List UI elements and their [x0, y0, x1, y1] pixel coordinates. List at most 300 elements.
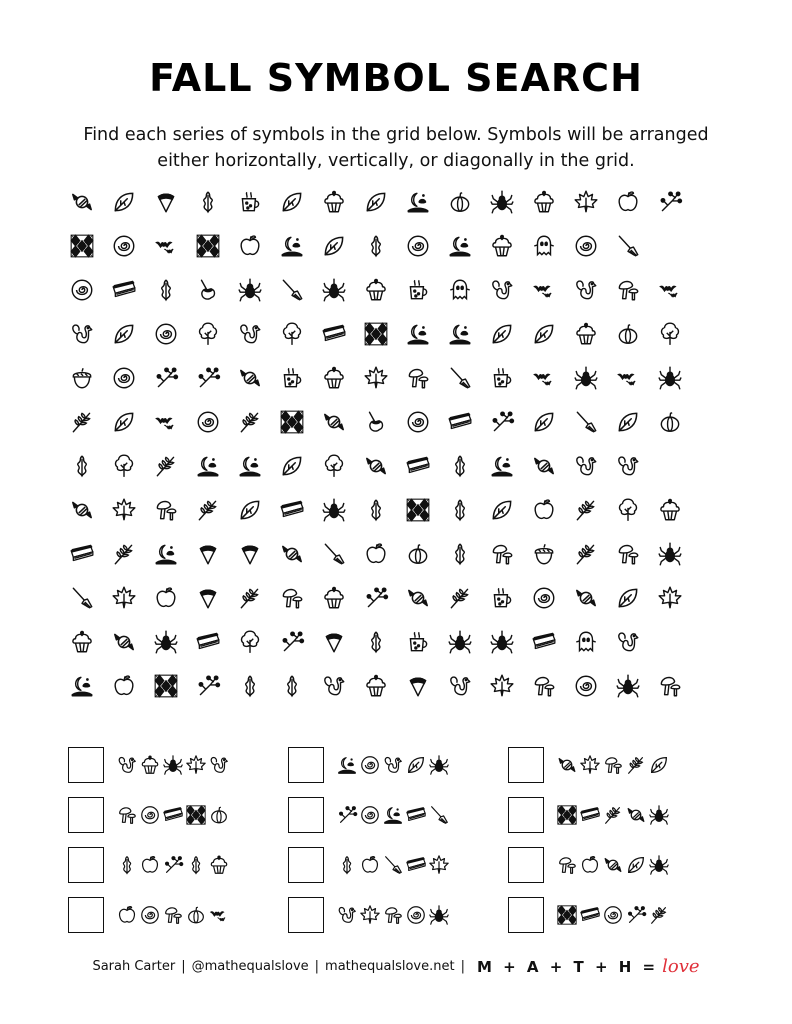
grid-cell	[691, 268, 733, 312]
symbol-sequence	[336, 904, 450, 926]
squirrel-icon	[69, 321, 95, 347]
pie-icon	[405, 854, 427, 876]
mug-icon	[405, 629, 431, 655]
footer-separator: |	[181, 959, 186, 974]
grid-cell	[271, 312, 313, 356]
grid-cell	[565, 576, 607, 620]
mushroom-icon	[162, 904, 184, 926]
argyle-icon	[556, 904, 578, 926]
grid-cell	[397, 180, 439, 224]
candy-icon	[531, 453, 557, 479]
footer-brand: M + A + T + H =	[476, 957, 659, 976]
apple-icon	[237, 233, 263, 259]
grid-cell	[397, 312, 439, 356]
grid-cell	[187, 664, 229, 708]
candy-icon	[321, 409, 347, 435]
grid-cell	[523, 532, 565, 576]
grid-cell	[271, 620, 313, 664]
broom-icon	[573, 409, 599, 435]
grid-cell	[649, 356, 691, 400]
corn-icon	[405, 673, 431, 699]
symbol-sequence	[556, 804, 670, 826]
oakleaf-icon	[363, 497, 389, 523]
grid-cell	[649, 488, 691, 532]
symbol-sequence	[116, 854, 230, 876]
spider-icon	[615, 673, 641, 699]
grid-cell	[649, 620, 691, 664]
roll-icon	[69, 277, 95, 303]
checkbox[interactable]	[68, 797, 104, 833]
grid-cell	[271, 180, 313, 224]
checkbox[interactable]	[68, 747, 104, 783]
grid-cell	[355, 620, 397, 664]
mapleleaf-icon	[363, 365, 389, 391]
grid-cell	[649, 224, 691, 268]
mug-icon	[279, 365, 305, 391]
cupcake-icon	[139, 754, 161, 776]
grid-cell	[145, 400, 187, 444]
leaf-icon	[111, 409, 137, 435]
grid-cell	[355, 180, 397, 224]
answer-item	[68, 740, 288, 790]
grid-cell	[607, 488, 649, 532]
grid-cell	[691, 180, 733, 224]
grid-cell	[607, 312, 649, 356]
pie-icon	[321, 321, 347, 347]
grid-cell	[565, 400, 607, 444]
apple-icon	[531, 497, 557, 523]
grid-cell	[523, 488, 565, 532]
grid-cell	[523, 224, 565, 268]
grid-cell	[103, 488, 145, 532]
grid-cell	[565, 532, 607, 576]
broom-icon	[321, 541, 347, 567]
grid-cell	[691, 312, 733, 356]
grid-cell	[187, 532, 229, 576]
grid-cell	[523, 444, 565, 488]
grid-cell	[103, 356, 145, 400]
candy-icon	[279, 541, 305, 567]
answer-item	[508, 740, 728, 790]
sprig-icon	[195, 497, 221, 523]
grid-cell	[439, 312, 481, 356]
grid-cell	[61, 180, 103, 224]
grid-cell	[691, 224, 733, 268]
grid-cell	[103, 180, 145, 224]
mushroom-icon	[382, 904, 404, 926]
broom-icon	[428, 804, 450, 826]
grid-cell	[607, 576, 649, 620]
grid-cell	[649, 576, 691, 620]
grid-cell	[649, 532, 691, 576]
moon-icon	[447, 321, 473, 347]
grid-cell	[565, 444, 607, 488]
grid-cell	[61, 268, 103, 312]
roll-icon	[111, 365, 137, 391]
roll-icon	[139, 804, 161, 826]
grid-cell	[61, 444, 103, 488]
grid-cell	[439, 444, 481, 488]
leaf-icon	[531, 409, 557, 435]
grid-cell	[691, 488, 733, 532]
candy-icon	[405, 585, 431, 611]
grid-cell	[607, 620, 649, 664]
mapleleaf-icon	[489, 673, 515, 699]
grid-cell	[481, 444, 523, 488]
grid-cell	[565, 224, 607, 268]
grid-cell	[565, 356, 607, 400]
grid-cell	[607, 224, 649, 268]
mapleleaf-icon	[359, 904, 381, 926]
grid-cell	[523, 268, 565, 312]
candy-icon	[363, 453, 389, 479]
spider-icon	[657, 365, 683, 391]
bats-icon	[153, 409, 179, 435]
argyle-icon	[69, 233, 95, 259]
grid-cell	[607, 532, 649, 576]
symbol-sequence	[116, 804, 230, 826]
footer	[0, 956, 792, 977]
mapleleaf-icon	[185, 754, 207, 776]
moon-icon	[195, 453, 221, 479]
grid-cell	[271, 224, 313, 268]
checkbox[interactable]	[508, 897, 544, 933]
answer-item	[508, 790, 728, 840]
grid-cell	[481, 664, 523, 708]
grid-cell	[187, 488, 229, 532]
squirrel-icon	[382, 754, 404, 776]
broom-icon	[447, 365, 473, 391]
grid-cell	[355, 532, 397, 576]
grid-cell	[103, 664, 145, 708]
grid-cell	[229, 180, 271, 224]
answer-item	[288, 790, 508, 840]
spider-icon	[162, 754, 184, 776]
cupcake-icon	[531, 189, 557, 215]
apple-icon	[615, 189, 641, 215]
bats-icon	[657, 277, 683, 303]
grid-cell	[145, 268, 187, 312]
bats-icon	[153, 233, 179, 259]
mug-icon	[237, 189, 263, 215]
grid-cell	[61, 576, 103, 620]
broom-icon	[615, 233, 641, 259]
grid-cell	[103, 444, 145, 488]
grid-cell	[229, 488, 271, 532]
grid-cell	[229, 532, 271, 576]
squirrel-icon	[336, 904, 358, 926]
grid-cell	[103, 532, 145, 576]
grid-cell	[439, 400, 481, 444]
apple-icon	[111, 673, 137, 699]
moon-icon	[153, 541, 179, 567]
roll-icon	[195, 409, 221, 435]
roll-icon	[111, 233, 137, 259]
grid-cell	[187, 356, 229, 400]
pie-icon	[162, 804, 184, 826]
grid-cell	[61, 356, 103, 400]
acorn-icon	[69, 365, 95, 391]
checkbox[interactable]	[288, 847, 324, 883]
roll-icon	[139, 904, 161, 926]
grid-cell	[649, 664, 691, 708]
grid-cell	[103, 224, 145, 268]
candy-icon	[602, 854, 624, 876]
apple-icon	[579, 854, 601, 876]
leaf-icon	[625, 854, 647, 876]
grid-cell	[229, 400, 271, 444]
oakleaf-icon	[363, 629, 389, 655]
sprig-icon	[573, 541, 599, 567]
sprig-icon	[648, 904, 670, 926]
grid-cell	[481, 312, 523, 356]
grid-cell	[61, 312, 103, 356]
pumpkin-icon	[447, 189, 473, 215]
berries-icon	[625, 904, 647, 926]
candy-icon	[69, 497, 95, 523]
footer-handle: @mathequalslove	[191, 959, 309, 974]
bats-icon	[531, 365, 557, 391]
grid-cell	[355, 576, 397, 620]
grid-cell	[607, 356, 649, 400]
cupcake-icon	[321, 189, 347, 215]
grid-cell	[145, 664, 187, 708]
answer-item	[508, 840, 728, 890]
checkbox[interactable]	[508, 797, 544, 833]
sprig-icon	[447, 585, 473, 611]
sprig-icon	[111, 541, 137, 567]
grid-cell	[313, 620, 355, 664]
broom-icon	[279, 277, 305, 303]
checkbox[interactable]	[68, 897, 104, 933]
mug-icon	[489, 365, 515, 391]
grid-cell	[397, 488, 439, 532]
grid-cell	[271, 356, 313, 400]
checkbox[interactable]	[288, 747, 324, 783]
leaf-icon	[615, 409, 641, 435]
grid-cell	[229, 268, 271, 312]
grid-cell	[187, 400, 229, 444]
pumpkin-icon	[208, 804, 230, 826]
grid-cell	[439, 532, 481, 576]
moon-icon	[382, 804, 404, 826]
candy-icon	[573, 585, 599, 611]
instructions-text: Find each series of symbols in the grid below. Symbols will be arranged either horizontally, vertically, or diagonally in the grid.	[83, 125, 709, 171]
sprig-icon	[573, 497, 599, 523]
corn-icon	[195, 541, 221, 567]
roll-icon	[405, 233, 431, 259]
checkbox[interactable]	[68, 847, 104, 883]
grid-cell	[313, 224, 355, 268]
oakleaf-icon	[69, 453, 95, 479]
symbol-sequence	[336, 804, 450, 826]
answer-item	[68, 890, 288, 940]
footer-separator: |	[314, 959, 320, 974]
grid-cell	[313, 664, 355, 708]
grid-cell	[103, 620, 145, 664]
tree-icon	[279, 321, 305, 347]
oakleaf-icon	[447, 453, 473, 479]
grid-cell	[61, 620, 103, 664]
argyle-icon	[405, 497, 431, 523]
leaf-icon	[321, 233, 347, 259]
pie-icon	[405, 804, 427, 826]
footer-site: mathequalslove.net	[325, 959, 455, 974]
mapleleaf-icon	[657, 585, 683, 611]
grid-cell	[355, 312, 397, 356]
moon-icon	[279, 233, 305, 259]
mushroom-icon	[602, 754, 624, 776]
pumpkin-icon	[405, 541, 431, 567]
grid-cell	[691, 400, 733, 444]
spider-icon	[648, 854, 670, 876]
checkbox[interactable]	[288, 797, 324, 833]
pumpkin-icon	[615, 321, 641, 347]
grid-cell	[313, 576, 355, 620]
grid-cell	[229, 664, 271, 708]
grid-cell	[397, 444, 439, 488]
moon-icon	[237, 453, 263, 479]
grid-cell	[691, 620, 733, 664]
leaf-icon	[237, 497, 263, 523]
sprig-icon	[602, 804, 624, 826]
bats-icon	[531, 277, 557, 303]
berries-icon	[489, 409, 515, 435]
answer-item	[288, 740, 508, 790]
grid-cell	[229, 224, 271, 268]
apple-icon	[116, 904, 138, 926]
grid-cell	[313, 356, 355, 400]
grid-cell	[397, 620, 439, 664]
checkbox[interactable]	[288, 897, 324, 933]
squirrel-icon	[321, 673, 347, 699]
answer-item	[288, 840, 508, 890]
ghost-icon	[531, 233, 557, 259]
leaf-icon	[279, 453, 305, 479]
grid-cell	[649, 400, 691, 444]
corn-icon	[153, 189, 179, 215]
cupcake-icon	[208, 854, 230, 876]
pumpkin-icon	[657, 409, 683, 435]
grid-cell	[397, 532, 439, 576]
grid-cell	[607, 664, 649, 708]
grid-cell	[229, 356, 271, 400]
caramelapple-icon	[195, 277, 221, 303]
argyle-icon	[153, 673, 179, 699]
pie-icon	[579, 804, 601, 826]
grid-cell	[313, 488, 355, 532]
spider-icon	[573, 365, 599, 391]
grid-cell	[397, 576, 439, 620]
grid-cell	[481, 400, 523, 444]
grid-cell	[61, 664, 103, 708]
corn-icon	[237, 541, 263, 567]
mapleleaf-icon	[573, 189, 599, 215]
grid-cell	[271, 268, 313, 312]
mapleleaf-icon	[111, 497, 137, 523]
argyle-icon	[185, 804, 207, 826]
grid-cell	[607, 444, 649, 488]
grid-cell	[565, 488, 607, 532]
leaf-icon	[531, 321, 557, 347]
argyle-icon	[279, 409, 305, 435]
grid-cell	[145, 356, 187, 400]
grid-cell	[565, 180, 607, 224]
footer-separator: |	[460, 959, 465, 974]
moon-icon	[447, 233, 473, 259]
checkbox[interactable]	[508, 847, 544, 883]
grid-cell	[145, 620, 187, 664]
grid-cell	[439, 664, 481, 708]
oakleaf-icon	[185, 854, 207, 876]
berries-icon	[153, 365, 179, 391]
mug-icon	[489, 585, 515, 611]
leaf-icon	[489, 321, 515, 347]
spider-icon	[447, 629, 473, 655]
grid-cell	[565, 620, 607, 664]
grid-cell	[607, 268, 649, 312]
mushroom-icon	[153, 497, 179, 523]
oakleaf-icon	[237, 673, 263, 699]
pie-icon	[405, 453, 431, 479]
oakleaf-icon	[363, 233, 389, 259]
roll-icon	[359, 804, 381, 826]
spider-icon	[153, 629, 179, 655]
moon-icon	[69, 673, 95, 699]
checkbox[interactable]	[508, 747, 544, 783]
grid-cell	[439, 180, 481, 224]
grid-cell	[439, 576, 481, 620]
sprig-icon	[153, 453, 179, 479]
grid-cell	[691, 664, 733, 708]
mapleleaf-icon	[111, 585, 137, 611]
berries-icon	[195, 365, 221, 391]
symbol-sequence	[116, 904, 230, 926]
apple-icon	[139, 854, 161, 876]
grid-cell	[145, 180, 187, 224]
mapleleaf-icon	[428, 854, 450, 876]
grid-cell	[439, 224, 481, 268]
grid-cell	[229, 312, 271, 356]
broom-icon	[382, 854, 404, 876]
grid-cell	[61, 488, 103, 532]
footer-author: Sarah Carter	[92, 959, 176, 974]
spider-icon	[321, 277, 347, 303]
grid-cell	[439, 620, 481, 664]
grid-cell	[103, 400, 145, 444]
squirrel-icon	[615, 453, 641, 479]
cupcake-icon	[321, 365, 347, 391]
roll-icon	[405, 904, 427, 926]
oakleaf-icon	[336, 854, 358, 876]
grid-cell	[355, 356, 397, 400]
roll-icon	[405, 409, 431, 435]
grid-cell	[61, 224, 103, 268]
squirrel-icon	[447, 673, 473, 699]
grid-cell	[313, 400, 355, 444]
symbol-sequence	[116, 754, 230, 776]
grid-cell	[271, 488, 313, 532]
symbol-sequence	[556, 854, 670, 876]
symbol-sequence	[336, 754, 450, 776]
sprig-icon	[237, 409, 263, 435]
answer-item	[68, 840, 288, 890]
cupcake-icon	[657, 497, 683, 523]
oakleaf-icon	[195, 189, 221, 215]
leaf-icon	[405, 754, 427, 776]
spider-icon	[428, 904, 450, 926]
grid-cell	[229, 620, 271, 664]
